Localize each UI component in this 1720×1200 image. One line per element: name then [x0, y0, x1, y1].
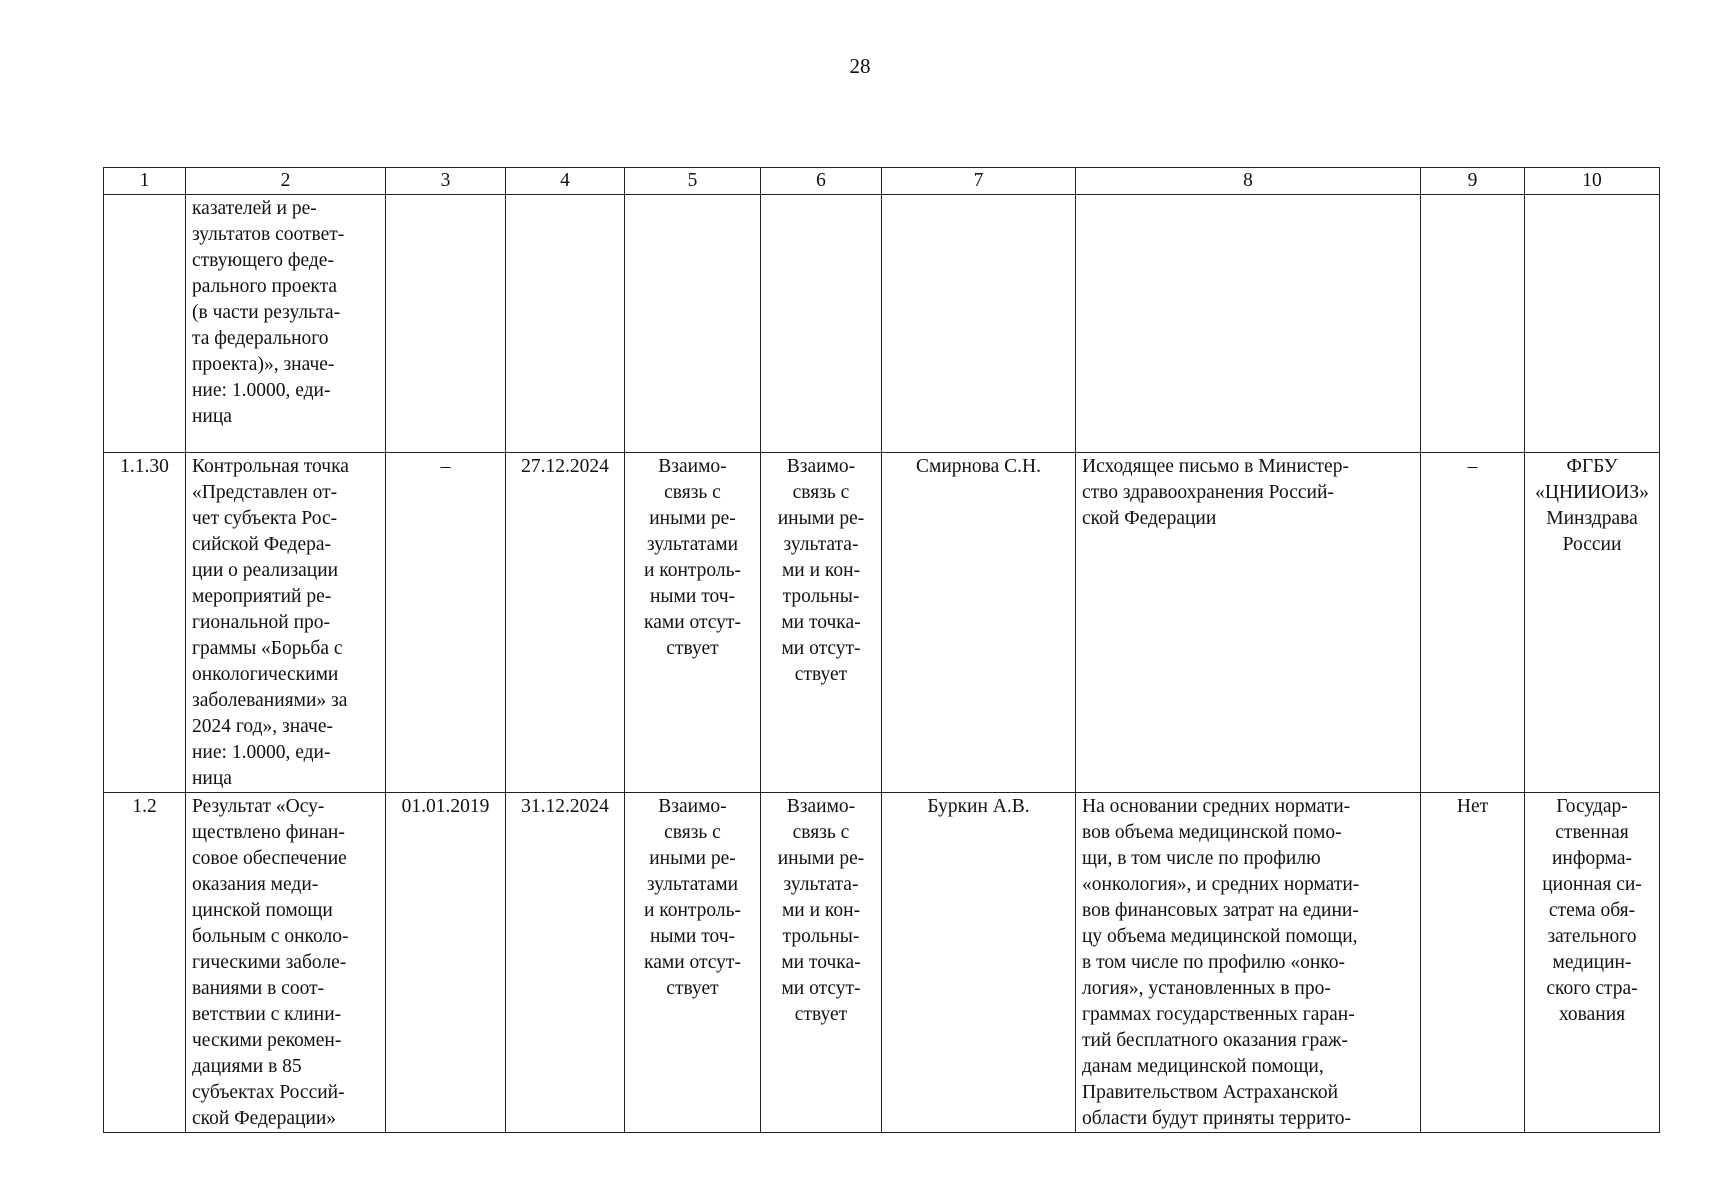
cell-number: 1.1.30 [104, 453, 186, 793]
cell-col6: Взаимо- связь с иными ре- зультата- ми и кон- трольны- ми точка- ми отсут- ствует [761, 793, 882, 1133]
column-header-7: 7 [882, 168, 1076, 195]
cell-start-date: – [386, 453, 506, 793]
cell-name: Контрольная точка «Представлен от- чет субъекта Рос- сийской Федера- ции о реализации мероприятий ре- гиональной про- граммы «Борьба с онкологическими заболеваниями» за 2024 год», значе- ние: 1.0000, еди- ница [186, 453, 386, 793]
cell-number [104, 195, 186, 453]
cell-name: казателей и ре- зультатов соответ- ствующего феде- рального проекта (в части результа- та федерального проекта)», значе- ние: 1.0000, еди- ница [186, 195, 386, 453]
table-header-row [104, 168, 1660, 195]
cell-description: Исходящее письмо в Министер- ство здравоохранения Россий- ской Федерации [1076, 453, 1421, 793]
column-header-5: 5 [625, 168, 761, 195]
cell-col10 [1525, 195, 1660, 453]
column-header-10: 10 [1525, 168, 1660, 195]
cell-col6: Взаимо- связь с иными ре- зультата- ми и кон- трольны- ми точка- ми отсут- ствует [761, 453, 882, 793]
table-row-1-2 [104, 793, 1660, 1133]
cell-col6 [761, 195, 882, 453]
cell-responsible: Смирнова С.Н. [882, 453, 1076, 793]
cell-number: 1.2 [104, 793, 186, 1133]
cell-end-date [506, 195, 625, 453]
plan-table [103, 167, 1660, 1133]
cell-start-date: 01.01.2019 [386, 793, 506, 1133]
cell-col5 [625, 195, 761, 453]
column-header-3: 3 [386, 168, 506, 195]
table-row-continuation [104, 195, 1660, 453]
cell-responsible [882, 195, 1076, 453]
column-header-8: 8 [1076, 168, 1421, 195]
cell-end-date: 27.12.2024 [506, 453, 625, 793]
cell-start-date [386, 195, 506, 453]
column-header-6: 6 [761, 168, 882, 195]
cell-col10: Государ- ственная информа- ционная си- стема обя- зательного медицин- ского стра- хования [1525, 793, 1660, 1133]
column-header-9: 9 [1421, 168, 1525, 195]
cell-col5: Взаимо- связь с иными ре- зультатами и контроль- ными точ- ками отсут- ствует [625, 793, 761, 1133]
cell-name: Результат «Осу- ществлено финан- совое обеспечение оказания меди- цинской помощи больным с онколо- гическими заболе- ваниями в соот- ветствии с клини- ческими рекомен- дациями в 85 субъектах Россий- ской Федерации» [186, 793, 386, 1133]
column-header-1: 1 [104, 168, 186, 195]
cell-col9: Нет [1421, 793, 1525, 1133]
cell-description: На основании средних нормати- вов объема медицинской помо- щи, в том числе по профилю «онкология», и средних нормати- вов финансовых затрат на едини- цу объема медицинской помощи, в том числе по профилю «онко- логия», установленных в про- граммах государственных гаран- тий бесплатного оказания граж- данам медицинской помощи, Правительством Астраханской области будут приняты террито- [1076, 793, 1421, 1133]
cell-description [1076, 195, 1421, 453]
cell-end-date: 31.12.2024 [506, 793, 625, 1133]
cell-col9: – [1421, 453, 1525, 793]
page-number: 28 [849, 54, 871, 78]
cell-col9 [1421, 195, 1525, 453]
cell-col5: Взаимо- связь с иными ре- зультатами и контроль- ными точ- ками отсут- ствует [625, 453, 761, 793]
table-row-1-1-30 [104, 453, 1660, 793]
cell-col10: ФГБУ «ЦНИИОИЗ» Минздрава России [1525, 453, 1660, 793]
cell-responsible: Буркин А.В. [882, 793, 1076, 1133]
column-header-2: 2 [186, 168, 386, 195]
column-header-4: 4 [506, 168, 625, 195]
